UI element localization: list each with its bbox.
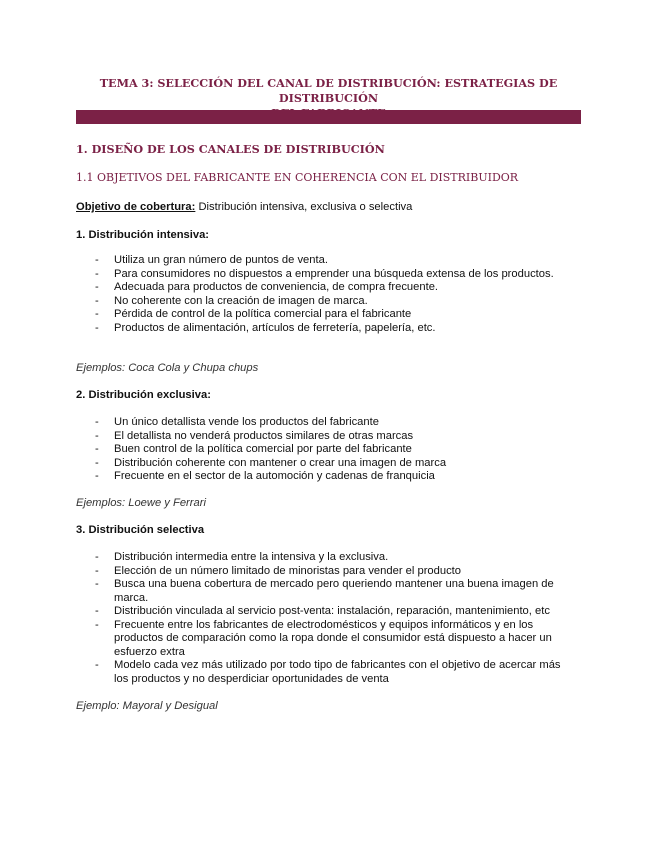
dash-bullet-icon: - [95, 429, 99, 442]
section-heading-1: 1. DISEÑO DE LOS CANALES DE DISTRIBUCIÓN [76, 142, 385, 156]
list-item: - El detallista no venderá productos similares de otras marcas [95, 429, 414, 442]
objective-label: Objetivo de cobertura: [76, 201, 196, 213]
list-exclusiva [95, 416, 565, 484]
title-band [76, 110, 581, 124]
dash-bullet-icon: - [95, 443, 99, 455]
example-intensiva: Ejemplos: Coca Cola y Chupa chups [76, 362, 259, 374]
dash-bullet-icon: - [95, 659, 99, 671]
list-item: - Frecuente en el sector de la automoción y cadenas de franquicia [95, 470, 435, 482]
dash-bullet-icon: - [95, 416, 99, 428]
block-heading-selectiva: 3. Distribución selectiva [76, 524, 205, 536]
dash-bullet-icon: - [95, 605, 99, 617]
list-item: - No coherente con la creación de imagen de marca. [95, 294, 368, 307]
dash-bullet-icon: - [95, 456, 99, 469]
list-item: - Busca una buena cobertura de mercado pero queriendo mantener una buena imagen de marca. [95, 578, 554, 604]
list-intensiva [95, 254, 565, 335]
document-title-line-1: TEMA 3: SELECCIÓN DEL CANAL DE DISTRIBUCIÓN: ESTRATEGIAS DE DISTRIBUCIÓN [99, 76, 558, 105]
dash-bullet-icon: - [95, 321, 99, 334]
example-selectiva: Ejemplo: Mayoral y Desigual [76, 700, 218, 712]
list-item: - Pérdida de control de la política comercial para el fabricante [95, 308, 412, 320]
objective-text: Distribución intensiva, exclusiva o selectiva [195, 201, 413, 213]
list-item: - Adecuada para productos de conveniencia, de compra frecuente. [95, 281, 439, 293]
list-item: - Elección de un número limitado de minoristas para vender el producto [95, 564, 462, 577]
section-heading-1-1: 1.1 OBJETIVOS DEL FABRICANTE EN COHERENCIA CON EL DISTRIBUIDOR [76, 171, 519, 184]
dash-bullet-icon: - [95, 551, 99, 563]
dash-bullet-icon: - [95, 564, 99, 577]
block-heading-exclusiva: 2. Distribución exclusiva: [76, 389, 211, 401]
list-item: - Distribución coherente con mantener o crear una imagen de marca [95, 456, 447, 469]
list-item: - Utiliza un gran número de puntos de venta. [95, 254, 328, 266]
dash-bullet-icon: - [95, 308, 99, 320]
dash-bullet-icon: - [95, 254, 99, 266]
dash-bullet-icon: - [95, 281, 99, 293]
list-item: - Para consumidores no dispuestos a emprender una búsqueda extensa de los productos. [95, 267, 554, 280]
dash-bullet-icon: - [95, 578, 99, 590]
list-item: - Productos de alimentación, artículos de ferretería, papelería, etc. [95, 321, 436, 334]
list-selectiva [95, 551, 565, 686]
list-item: - Un único detallista vende los productos del fabricante [95, 416, 379, 428]
list-item: - Frecuente entre los fabricantes de electrodomésticos y equipos informáticos y en los productos de comparación como la ropa donde el consumidor está dispuesto a hacer un esfuerzo extra [95, 618, 552, 658]
dash-bullet-icon: - [95, 470, 99, 482]
list-item: - Buen control de la política comercial por parte del fabricante [95, 443, 412, 455]
dash-bullet-icon: - [95, 267, 99, 280]
objective-line [76, 201, 412, 215]
dash-bullet-icon: - [95, 618, 99, 631]
dash-bullet-icon: - [95, 294, 99, 307]
list-item: - Distribución vinculada al servicio post-venta: instalación, reparación, mantenimiento, etc [95, 605, 550, 617]
list-item: - Distribución intermedia entre la intensiva y la exclusiva. [95, 551, 389, 563]
example-exclusiva: Ejemplos: Loewe y Ferrari [76, 497, 206, 509]
list-item: - Modelo cada vez más utilizado por todo tipo de fabricantes con el objetivo de acercar más los productos y no desperdiciar oportunidades de venta [95, 659, 561, 685]
block-heading-intensiva: 1. Distribución intensiva: [76, 229, 210, 241]
